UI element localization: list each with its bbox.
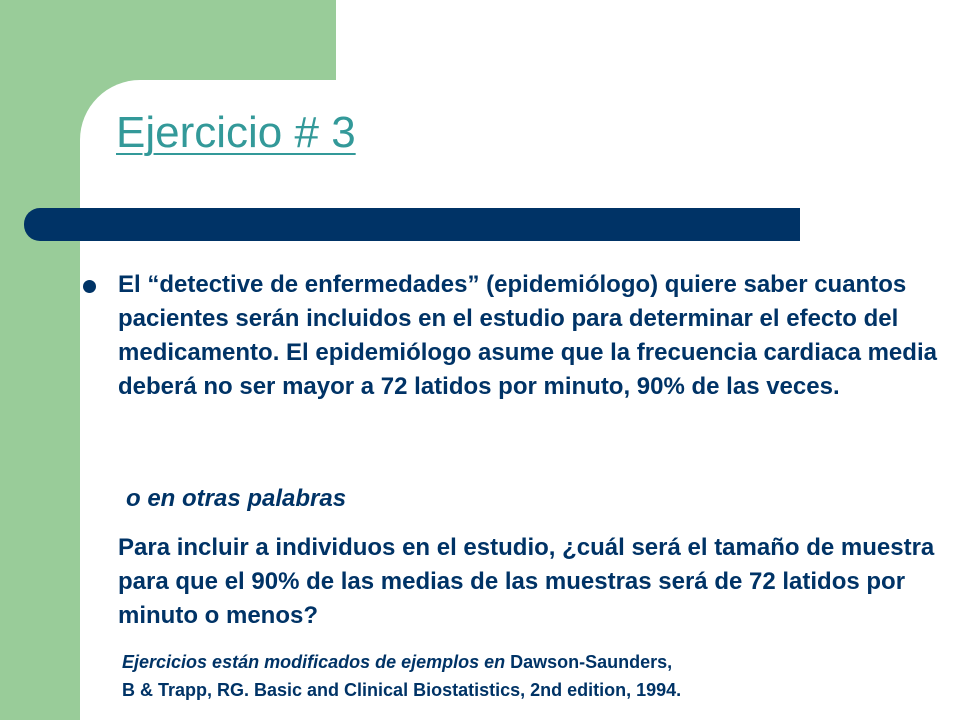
transition-phrase: o en otras palabras	[126, 485, 347, 512]
bullet-icon	[83, 280, 96, 293]
exercise-question: Para incluir a individuos en el estudio, ¿cuál será el tamaño de muestra para que el 90% de las medias de las muestras será de 72 latidos por minuto o menos?	[118, 534, 935, 629]
decorative-green-strip	[0, 0, 80, 720]
decorative-title-bar	[24, 208, 800, 241]
credit-reference-text: B & Trapp, RG. Basic and Clinical Biostatistics, 2nd edition, 1994.	[122, 680, 682, 700]
credit-italic-text: Ejercicios están modificados de ejemplos en	[122, 652, 506, 672]
exercise-paragraph: El “detective de enfermedades” (epidemiólogo) quiere saber cuantos pacientes serán incluidos en el estudio para determinar el efecto del medicamento. El epidemiólogo asume que la frecuencia cardiaca media deberá no ser mayor a 72 latidos por minuto, 90% de las veces.	[118, 271, 937, 400]
credit-author-text: Dawson-Saunders,	[505, 652, 673, 672]
slide-title: Ejercicio # 3	[116, 108, 356, 157]
source-credit	[122, 648, 681, 704]
